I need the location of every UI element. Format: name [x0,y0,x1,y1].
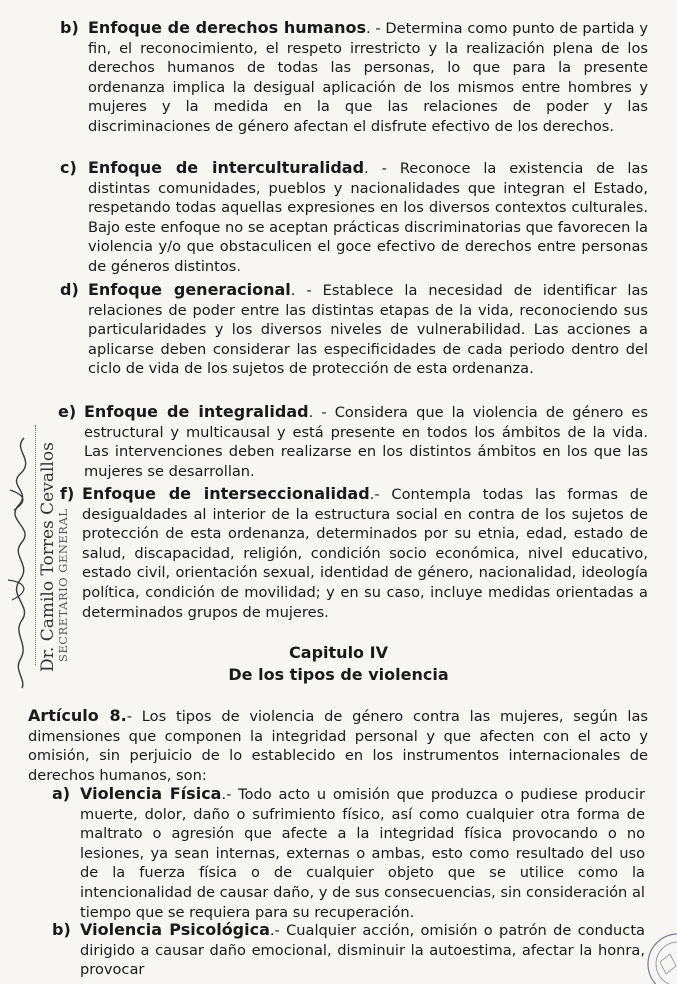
item-heading: Enfoque generacional [88,280,291,299]
item-heading: Violencia Psicológica [80,920,270,939]
article-8 [28,706,648,785]
item-letter: e) [58,402,77,421]
type-item-b [52,920,645,980]
item-letter: f) [60,484,75,503]
item-text: .- Todo acto u omisión que produzca o pudiese producir muerte, dolor, daño o sufrimiento físico, así como cualquier otra forma de maltrato o agresión que afecte a la integridad física provocando o no lesiones, ya sean internas, externas o ambas, esto como resultado del uso de la fuerza física o de cualquier objeto que se utilice como la intencionalidad de causar daño, y de sus consecuencias, sin consideración al tiempo que se requiera para su recuperación. [80,786,645,921]
item-heading: Violencia Física [80,784,222,803]
list-item-e [58,402,648,481]
item-letter: b) [52,920,71,939]
stamp-title: SECRETARIO GENERAL [56,508,70,662]
item-letter: d) [60,280,79,299]
item-letter: c) [60,158,77,177]
article-text: - Los tipos de violencia de género contra las mujeres, según las dimensiones que componen la integridad personal y que afecten con el acto y omisión, sin perjuicio de lo establecido en los instrumentos internacionales de derechos humanos, son: [28,708,648,784]
chapter-number: Capitulo IV [289,643,388,662]
item-text: . - Establece la necesidad de identificar las relaciones de poder entre las distintas etapas de la vida, reconociendo sus particularidades y los diversos niveles de vulnerabilidad. Las acciones a aplicarse deben considerar las especificidades de cada periodo dentro del ciclo de vida de los sujetos de protección de esta ordenanza. [88,282,648,378]
item-letter: a) [52,784,71,803]
type-item-a [52,784,645,922]
item-heading: Enfoque de interculturalidad [88,158,365,177]
article-heading: Artículo 8. [28,706,127,725]
handwritten-signature [2,430,42,690]
official-seal [640,924,677,984]
item-heading: Enfoque de integralidad [84,402,309,421]
list-item-c [60,158,649,277]
item-text: .- Contempla todas las formas de desigualdades al interior de la estructura social en contra de los sujetos de protección de esta ordenanza, determinados por su etnia, edad, estado de salud, discapacidad, religión, condición socio económica, nivel educativo, estado civil, orientación sexual, identidad de género, nacionalidad, ideología política, condición de movilidad; y en su caso, incluye medidas orientadas a determinados grupos de mujeres. [82,486,649,621]
item-letter: b) [60,18,79,37]
chapter-title: De los tipos de violencia [228,665,449,684]
list-item-b [60,18,648,137]
stamp-name: Dr. Camilo Torres Cevallos [38,442,58,672]
list-item-d [60,280,648,379]
item-heading: Enfoque de interseccionalidad [82,484,370,503]
item-text: .- Cualquier acción, omisión o patrón de conducta dirigido a causar daño emocional, disminuir la autoestima, afectar la honra, provocar [80,922,645,979]
item-text: . - Considera que la violencia de género es estructural y multicausal y está presente en todos los ámbitos de la vida. Las intervenciones deben realizarse en los distintos ámbitos en los que las mujeres se desarrollan. [84,404,648,480]
item-heading: Enfoque de derechos humanos [88,18,366,37]
item-text: . - Determina como punto de partida y fin, el reconocimiento, el respeto irrestricto y la realización plena de los derechos humanos de todas las personas, lo que para la presente ordenanza implica la desigual aplicación de los mismos entre hombres y mujeres y la medida en la que las relaciones de poder y las discriminaciones de género afectan el disfrute efectivo de los derechos. [88,20,648,135]
item-text: . - Reconoce la existencia de las distintas comunidades, pueblos y nacionalidades que integran el Estado, respetando todas aquellas expresiones en los diversos contextos culturales. Bajo este enfoque no se aceptan prácticas discriminatorias que favorecen la violencia y/o que obstaculicen el goce efectivo de derechos entre personas de géneros distintos. [88,160,649,275]
